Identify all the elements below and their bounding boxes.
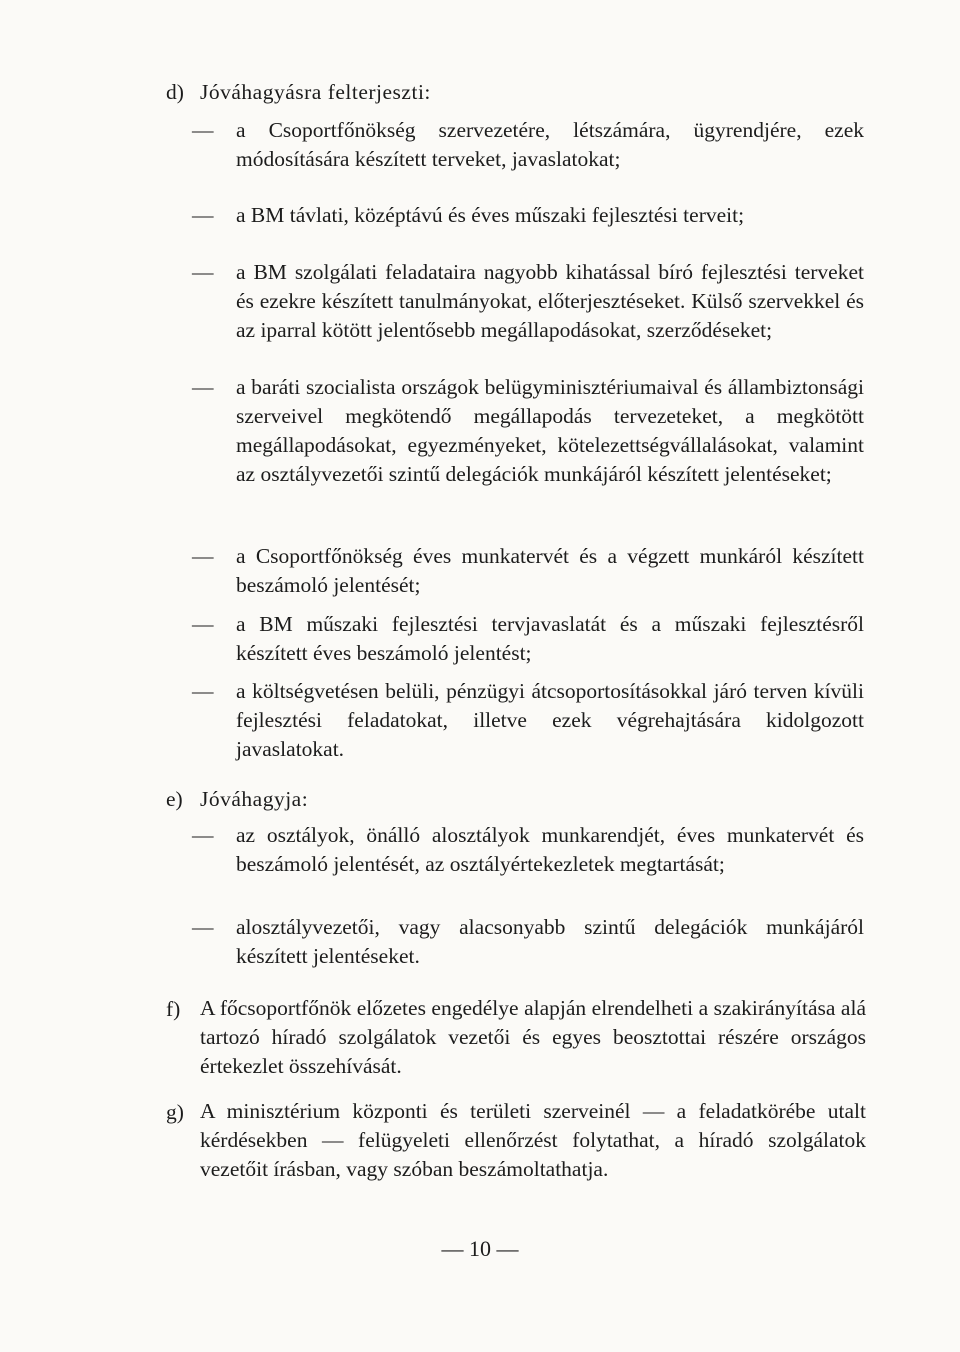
section-d-item-4 — [192, 373, 864, 489]
section-f-block — [166, 994, 866, 1081]
section-g-letter: g) — [166, 1100, 184, 1124]
section-d-item-6 — [192, 610, 864, 668]
section-g — [166, 1097, 866, 1184]
section-f-letter: f) — [166, 997, 181, 1021]
section-f — [166, 994, 866, 1081]
section-d-item-5-text: a Csoportfőnökség éves munkatervét és a végzett munkáról készített beszámoló jelentését; — [236, 544, 864, 597]
section-d-item-5 — [192, 542, 864, 600]
section-g-block — [166, 1097, 866, 1184]
section-d-heading — [166, 77, 866, 107]
section-e-item-2 — [192, 913, 864, 971]
section-e-heading — [166, 784, 866, 814]
section-d-item-2-text: a BM távlati, középtávú és éves műszaki fejlesztési terveit; — [236, 203, 745, 227]
section-e — [166, 784, 866, 814]
section-d-item-1 — [192, 116, 864, 174]
section-d-item-7 — [192, 677, 864, 764]
item-dash: — — [192, 260, 214, 284]
section-d-item-6-text: a BM műszaki fejlesztési tervjavaslatát és a műszaki fejlesztésről készített éves beszámoló jelentést; — [236, 612, 864, 665]
section-d-item-7-text: a költségvetésen belüli, pénzügyi átcsoportosításokkal járó terven kívüli fejlesztési feladatokat, illetve ezek végrehajtására kidolgozott javaslatokat. — [236, 679, 864, 761]
section-d — [166, 77, 866, 107]
section-e-item-1 — [192, 821, 864, 879]
item-dash: — — [192, 679, 214, 703]
item-dash: — — [192, 915, 214, 939]
section-d-item-3 — [192, 258, 864, 345]
item-dash: — — [192, 612, 214, 636]
section-e-item-1-text: az osztályok, önálló alosztályok munkarendjét, éves munkatervét és beszámoló jelentését, az osztályértekezletek megtartását; — [236, 823, 864, 876]
item-dash: — — [192, 544, 214, 568]
section-d-item-3-text: a BM szolgálati feladataira nagyobb kihatással bíró fejlesztési terveket és ezekre készített tanulmányokat, előterjesztéseket. Külső szervekkel és az iparral kötött jelentősebb megállapodásokat, szerződéseket; — [236, 260, 864, 342]
section-f-text: A főcsoportfőnök előzetes engedélye alapján elrendelheti a szakirányítása alá tartozó híradó szolgálatok vezetői és egyes beosztottai részére országos értekezlet összehívását. — [200, 996, 866, 1078]
item-dash: — — [192, 823, 214, 847]
page-number: — 10 — — [441, 1236, 519, 1261]
item-dash: — — [192, 375, 214, 399]
section-e-letter: e) — [166, 787, 183, 811]
item-dash: — — [192, 118, 214, 142]
section-e-item-2-text: alosztályvezetői, vagy alacsonyabb szintű delegációk munkájáról készített jelentéseket. — [236, 915, 864, 968]
section-e-title: Jóváhagyja: — [200, 787, 309, 811]
section-d-item-4-text: a baráti szocialista országok belügyminisztériumaival és állambiztonsági szerveivel megkötendő megállapodás tervezeteket, a megkötött megállapodásokat, egyezményeket, kötelezettségvállalásokat, valamint az osztályvezetői szintű delegációk munkájáról készített jelentéseket; — [236, 375, 864, 486]
section-d-item-2 — [192, 201, 864, 230]
section-d-letter: d) — [166, 80, 184, 104]
item-dash: — — [192, 203, 214, 227]
section-d-title: Jóváhagyásra felterjeszti: — [200, 80, 431, 104]
section-g-text: A minisztérium központi és területi szerveinél — a feladatkörébe utalt kérdésekben — felügyeleti ellenőrzést folytathat, a híradó szolgálatok vezetőit írásban, vagy szóban beszámoltathatja. — [200, 1099, 866, 1181]
section-d-item-1-text: a Csoportfőnökség szervezetére, létszámára, ügyrendjére, ezek módosítására készített terveket, javaslatokat; — [236, 118, 864, 171]
